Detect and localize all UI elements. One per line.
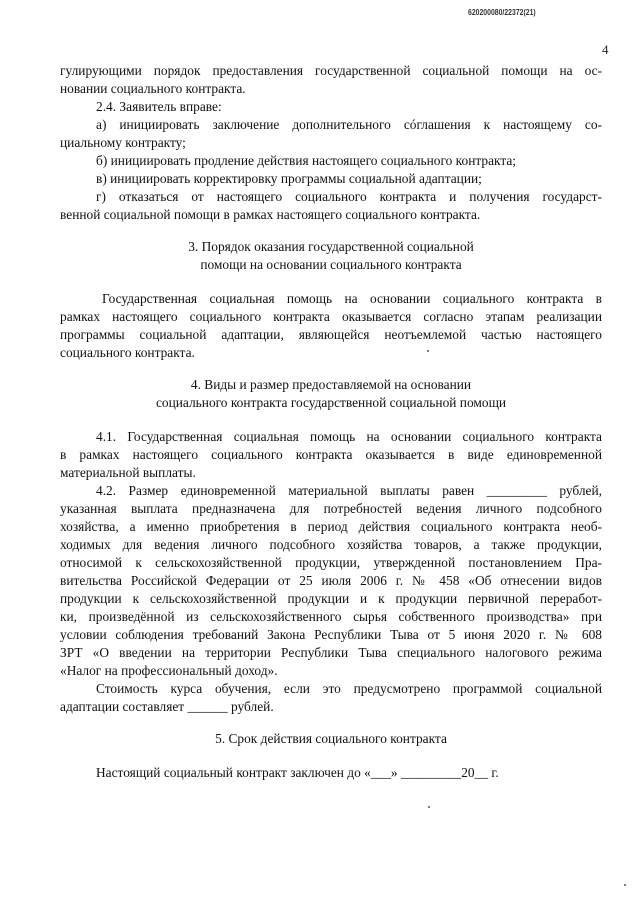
- paragraph-line: ЗРТ «О введении на территории Республики Тыва специального налогового режима: [60, 645, 602, 660]
- list-item: г) отказаться от настоящего социального контракта и получения государст-: [96, 189, 602, 204]
- text-line: гулирующими порядок предоставления государственной социальной помощи на ос-: [60, 63, 602, 78]
- section-heading: помощи на основании социального контракта: [200, 257, 462, 272]
- scan-speck: [624, 884, 626, 886]
- paragraph-line: хозяйства, а именно приобретения в период действия социального контракта необ-: [60, 519, 602, 534]
- section-heading: социального контракта государственной социальной помощи: [155, 395, 507, 410]
- section-heading: 3. Порядок оказания государственной социальной: [188, 239, 474, 254]
- paragraph-line: «Налог на профессиональный доход».: [60, 663, 278, 678]
- text-line: новании социального контракта.: [60, 81, 246, 96]
- paragraph-line: Настоящий социальный контракт заключен до «___» _________20__ г.: [96, 765, 499, 780]
- paragraph-line: Государственная социальная помощь на основании социального контракта в: [102, 291, 602, 306]
- document-number: 620200080/22372(21): [468, 8, 536, 17]
- section-heading: 4. Виды и размер предоставляемой на основании: [190, 377, 472, 392]
- paragraph-line: относимой к сельскохозяйственной продукции, утвержденной постановлением Пра-: [60, 555, 602, 570]
- paragraph-line: продукции к сельскохозяйственной продукции и к продукции первичной переработ-: [60, 591, 602, 606]
- scan-speck: [428, 806, 430, 808]
- list-item: а) инициировать заключение дополнительного сóглашения к настоящему со-: [96, 117, 602, 132]
- paragraph-line: социального контракта.: [60, 345, 195, 360]
- clause-heading: 2.4. Заявитель вправе:: [96, 99, 222, 114]
- paragraph-line: материальной выплаты.: [60, 465, 196, 480]
- list-item: б) инициировать продление действия настоящего социального контракта;: [96, 153, 517, 168]
- paragraph-line: 4.1. Государственная социальная помощь на основании социального контракта: [96, 429, 602, 444]
- paragraph-line: вительства Российской Федерации от 25 июля 2006 г. № 458 «Об отнесении видов: [60, 573, 602, 588]
- scan-speck: [427, 350, 429, 352]
- page-number: 4: [602, 42, 609, 57]
- paragraph-line: 4.2. Размер единовременной материальной выплаты равен _________ рублей,: [96, 483, 602, 498]
- list-item: в) инициировать корректировку программы социальной адаптации;: [96, 171, 482, 186]
- paragraph-line: адаптации составляет ______ рублей.: [60, 699, 274, 714]
- paragraph-line: в рамках настоящего социального контракта оказывается в виде единовременной: [60, 447, 602, 462]
- list-item-continued: венной социальной помощи в рамках настоящего социального контракта.: [60, 207, 481, 222]
- paragraph-line: программы социальной адаптации, являющейся неотъемлемой частью настоящего: [60, 327, 602, 342]
- paragraph-line: указанная выплата предназначена для потребностей ведения личного подсобного: [60, 501, 602, 516]
- paragraph-line: Стоимость курса обучения, если это предусмотрено программой социальной: [96, 681, 602, 696]
- paragraph-line: условии соблюдения требований Закона Республики Тыва от 5 июня 2020 г. № 608: [60, 627, 602, 642]
- paragraph-line: ки, произведённой из сельскохозяйственного сырья собственного производства» при: [60, 609, 602, 624]
- section-heading: 5. Срок действия социального контракта: [215, 731, 447, 746]
- paragraph-line: рамках настоящего социального контракта оказывается согласно этапам реализации: [60, 309, 602, 324]
- paragraph-line: ходимых для ведения личного подсобного хозяйства товаров, а также продукции,: [60, 537, 602, 552]
- list-item-continued: циальному контракту;: [60, 135, 186, 150]
